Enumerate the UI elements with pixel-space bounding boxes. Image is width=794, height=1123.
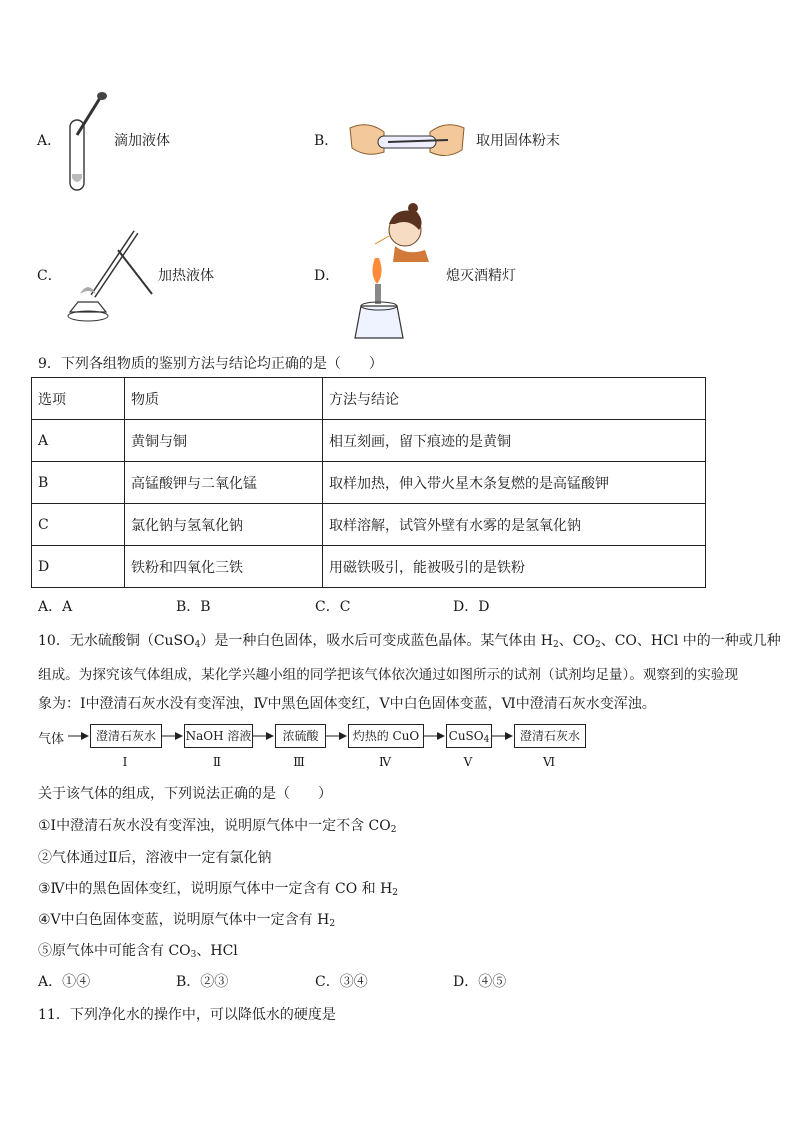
- table-cell: A: [32, 420, 125, 462]
- answer-option-b[interactable]: B．B: [176, 599, 211, 615]
- table-cell: 取样加热，伸入带火星木条复燃的是高锰酸钾: [323, 462, 706, 504]
- subscript: 2: [390, 825, 397, 835]
- table-cell: 铁粉和四氧化三铁: [125, 546, 323, 588]
- flow-start-label: 气体: [38, 732, 65, 747]
- flow-label: Ⅳ: [379, 755, 391, 769]
- table-header-cell: 选项: [32, 378, 125, 420]
- flow-box-hot-cuo: 灼热的 CuO: [348, 724, 424, 748]
- q10-statement-4: [38, 909, 335, 929]
- q8-option-a-letter: A．: [37, 133, 62, 149]
- flow-label: Ⅱ: [212, 755, 222, 769]
- q8-option-c-letter: C．: [37, 268, 62, 284]
- q8-option-d-letter: D．: [314, 268, 340, 284]
- table-header-cell: 方法与结论: [323, 378, 706, 420]
- q9-stem: 9．下列各组物质的鉴别方法与结论均正确的是（ ）: [38, 356, 383, 372]
- subscript: 2: [553, 640, 559, 650]
- flow-box-text: CuSO: [448, 729, 484, 743]
- q10-stem-line-2: 组成。为探究该气体组成，某化学兴趣小组的同学把该气体依次通过如图所示的试剂（试剂均足量）。观察到的实验现: [38, 667, 739, 683]
- subscript: 3: [190, 950, 197, 960]
- answer-option-c[interactable]: C．③④: [315, 974, 368, 990]
- subscript: 2: [594, 640, 601, 650]
- flow-box-limewater: 澄清石灰水: [514, 724, 586, 748]
- table-cell: 黄铜与铜: [125, 420, 323, 462]
- dropper-test-tube-illustration: [62, 90, 112, 195]
- table-row: [32, 546, 706, 588]
- table-cell: 相互刻画，留下痕迹的是黄铜: [323, 420, 706, 462]
- answer-option-a[interactable]: A．①④: [38, 974, 91, 990]
- table-row: [32, 462, 706, 504]
- flow-box-naoh: NaOH 溶液: [184, 724, 253, 748]
- flow-label: Ⅲ: [293, 755, 305, 769]
- blowing-out-alcohol-lamp-illustration: [345, 202, 435, 344]
- subscript: 4: [194, 640, 201, 650]
- statement-text: ⑤原气体中可能含有 CO: [38, 943, 191, 959]
- q10-statement-3: [38, 878, 398, 898]
- q9-table: [31, 377, 706, 588]
- statement-text: ④Ⅴ中白色固体变蓝，说明原气体中一定含有 H: [38, 912, 330, 928]
- powder-in-tube-illustration: [348, 118, 466, 164]
- q8-option-d-caption: 熄灭酒精灯: [446, 268, 516, 284]
- q10-text: 、CO、HCl 中的一种或几种: [600, 633, 781, 649]
- q10-statement-5: [38, 940, 238, 960]
- table-row: [32, 504, 706, 546]
- answer-option-a[interactable]: A．A: [38, 599, 73, 615]
- q8-option-c-caption: 加热液体: [158, 268, 214, 284]
- table-row: [32, 420, 706, 462]
- q8-option-b-caption: 取用固体粉末: [476, 133, 560, 149]
- answer-option-d[interactable]: D．④⑤: [453, 974, 507, 990]
- q10-statement-2: ②气体通过Ⅱ后，溶液中一定有氯化钠: [38, 850, 272, 866]
- answer-option-d[interactable]: D．D: [453, 599, 490, 615]
- table-cell: D: [32, 546, 125, 588]
- q10-statement-1: [38, 815, 396, 835]
- subscript: 2: [392, 888, 399, 898]
- statement-text: ③Ⅳ中的黑色固体变红，说明原气体中一定含有 CO 和 H: [38, 881, 393, 897]
- q10-stem-line-1: [38, 630, 781, 650]
- table-cell: 取样溶解，试管外壁有水雾的是氢氧化钠: [323, 504, 706, 546]
- statement-text: 、HCl: [196, 943, 238, 959]
- answer-option-c[interactable]: C．C: [315, 599, 351, 615]
- q10-text: 、CO: [558, 633, 595, 649]
- q11-stem: 11．下列净化水的操作中，可以降低水的硬度是: [38, 1007, 336, 1023]
- q10-stem-line-3: 象为：Ⅰ中澄清石灰水没有变浑浊，Ⅳ中黑色固体变红，Ⅴ中白色固体变蓝，Ⅵ中澄清石灰水变浑浊。: [38, 696, 656, 712]
- table-header-cell: 物质: [125, 378, 323, 420]
- flow-box-cuso4: [446, 724, 492, 748]
- table-cell: C: [32, 504, 125, 546]
- q10-text: ）是一种白色固体，吸水后可变成蓝色晶体。某气体由 H: [200, 633, 554, 649]
- table-cell: B: [32, 462, 125, 504]
- flow-box-sulfuric-acid: 浓硫酸: [275, 724, 326, 748]
- heating-liquid-illustration: [58, 224, 158, 324]
- table-cell: 高锰酸钾与二氧化锰: [125, 462, 323, 504]
- answer-option-b[interactable]: B．②③: [176, 974, 229, 990]
- flow-label: Ⅵ: [542, 755, 556, 769]
- statement-text: ①Ⅰ中澄清石灰水没有变浑浊，说明原气体中一定不含 CO: [38, 818, 391, 834]
- table-cell: 氯化钠与氢氧化钠: [125, 504, 323, 546]
- q10-text: 10．无水硫酸铜（CuSO: [38, 633, 195, 649]
- table-cell: 用磁铁吸引，能被吸引的是铁粉: [323, 546, 706, 588]
- table-header-row: [32, 378, 706, 420]
- subscript: 4: [483, 735, 490, 745]
- q10-prompt: 关于该气体的组成，下列说法正确的是（ ）: [38, 786, 332, 802]
- flow-box-limewater: 澄清石灰水: [90, 724, 162, 748]
- flow-label: Ⅴ: [463, 755, 473, 769]
- flow-label: Ⅰ: [122, 755, 128, 769]
- subscript: 2: [329, 919, 336, 929]
- q8-option-a-caption: 滴加液体: [114, 133, 170, 149]
- q8-option-b-letter: B．: [314, 133, 339, 149]
